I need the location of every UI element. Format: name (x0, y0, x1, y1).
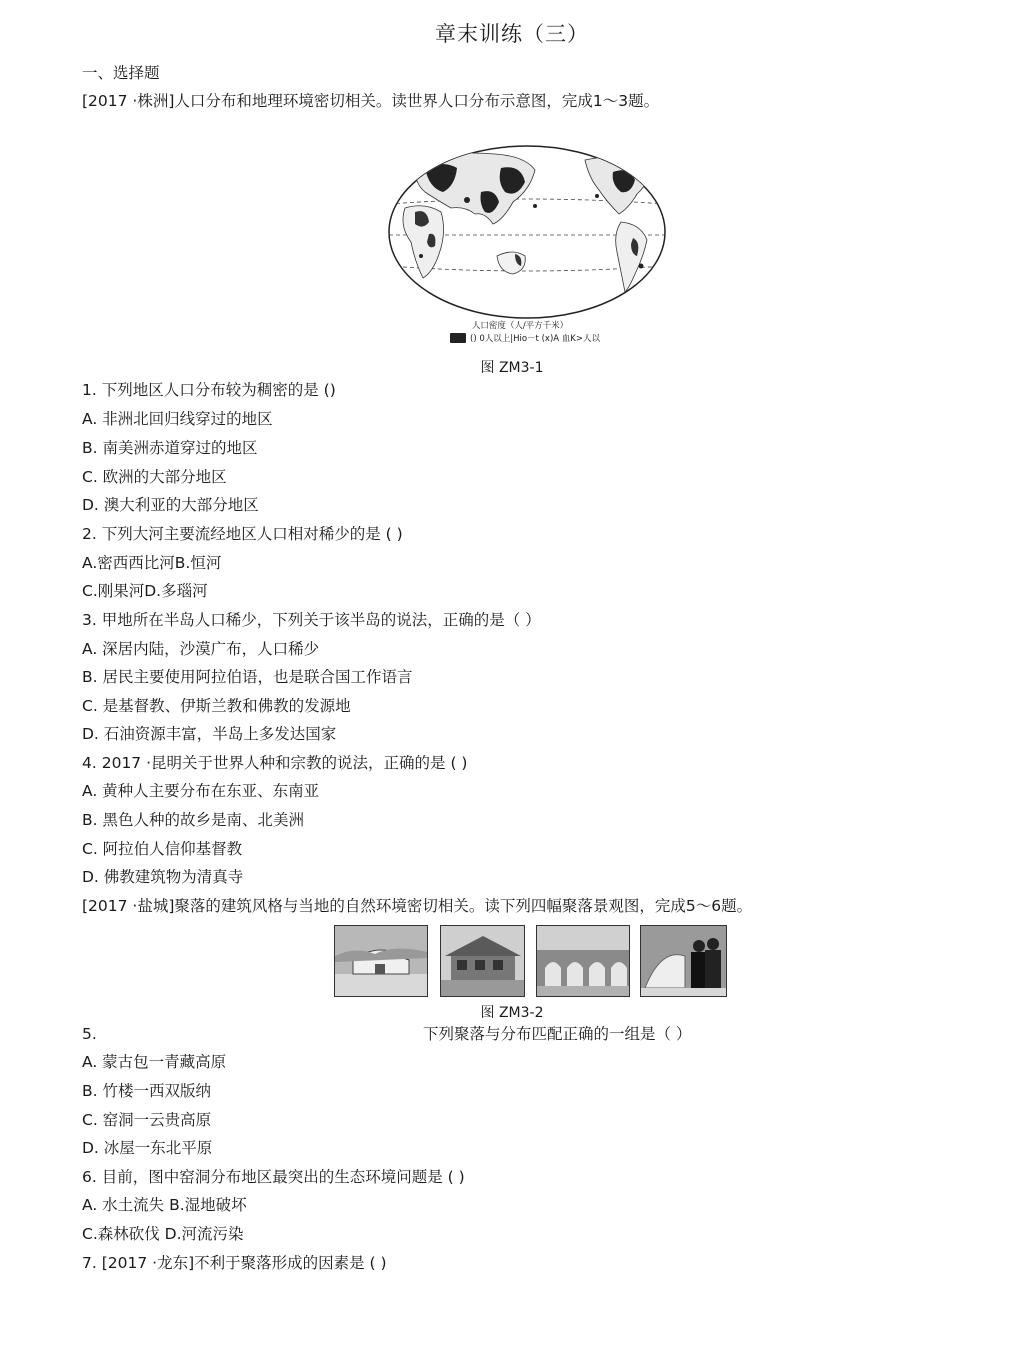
igloo-photo (640, 925, 727, 997)
q4-option-b: B. 黑色人种的故乡是南、北美洲 (82, 811, 304, 829)
photos-caption: 图 ZM3-2 (480, 1005, 544, 1021)
map-caption: 图 ZM3-1 (480, 360, 544, 376)
q2-options-cd: C.刚果河D.多瑙河 (82, 582, 208, 600)
q1-stem: 1. 下列地区人口分布较为稠密的是 () (82, 381, 336, 399)
intro-text-1: [2017 ·株洲]人口分布和地理环境密切相关。读世界人口分布示意图，完成1～3题。 (82, 92, 660, 110)
q6-options-cd: C.森林砍伐 D.河流污染 (82, 1225, 244, 1243)
q3-option-c: C. 是基督教、伊斯兰教和佛教的发源地 (82, 697, 351, 715)
q2-stem: 2. 下列大河主要流经地区人口相对稀少的是 ( ) (82, 525, 403, 543)
map-legend-title: 人口密度（人/平方千米） (471, 321, 569, 331)
map-legend (450, 332, 600, 344)
q3-option-d: D. 石油资源丰富，半岛上多发达国家 (82, 725, 337, 743)
q4-option-d: D. 佛教建筑物为清真寺 (82, 868, 244, 886)
q1-option-c: C. 欧洲的大部分地区 (82, 468, 227, 486)
map-legend-text: () 0人以上|Hio－t (x)A 血K>人以 (470, 334, 600, 344)
intro-text-2: [2017 ·盐城]聚落的建筑风格与当地的自然环境密切相关。读下列四幅聚落景观图，完成5～6题。 (82, 897, 753, 915)
q5-option-a: A. 蒙古包一青藏高原 (82, 1053, 227, 1071)
q4-option-c: C. 阿拉伯人信仰基督教 (82, 840, 243, 858)
q6-stem: 6. 目前，图中窑洞分布地区最突出的生态环境问题是 ( ) (82, 1168, 465, 1186)
q1-option-a: A. 非洲北回归线穿过的地区 (82, 410, 273, 428)
q5-option-c: C. 窑洞一云贵高原 (82, 1111, 212, 1129)
world-map-figure-icon (385, 142, 670, 322)
q4-option-a: A. 黄种人主要分布在东亚、东南亚 (82, 782, 320, 800)
q1-option-b: B. 南美洲赤道穿过的地区 (82, 439, 258, 457)
yurt-photo (334, 925, 428, 997)
q5-option-b: B. 竹楼一西双版纳 (82, 1082, 211, 1100)
q3-option-a: A. 深居内陆，沙漠广布，人口稀少 (82, 640, 320, 658)
q7-stem: 7. [2017 ·龙东]不利于聚落形成的因素是 ( ) (82, 1254, 387, 1272)
q5-number: 5. (82, 1025, 97, 1043)
yurt-photo-icon (335, 926, 427, 996)
q5-option-d: D. 冰屋一东北平原 (82, 1139, 213, 1157)
bamboo-house-photo (440, 925, 525, 997)
q3-option-b: B. 居民主要使用阿拉伯语，也是联合国工作语言 (82, 668, 413, 686)
q6-options-ab: A. 水土流失 B.湿地破坏 (82, 1196, 247, 1214)
q1-option-d: D. 澳大利亚的大部分地区 (82, 496, 259, 514)
bamboo-house-photo-icon (441, 926, 524, 996)
cave-dwelling-photo (536, 925, 630, 997)
section-heading: 一、选择题 (82, 64, 160, 82)
cave-dwelling-photo-icon (537, 926, 629, 996)
q2-options-ab: A.密西西比河B.恒河 (82, 554, 222, 572)
q5-stem: 下列聚落与分布匹配正确的一组是（ ） (423, 1025, 692, 1043)
igloo-photo-icon (641, 926, 726, 996)
legend-swatch-icon (450, 333, 466, 343)
q4-stem: 4. 2017 ·昆明关于世界人种和宗教的说法，正确的是 ( ) (82, 754, 468, 772)
world-population-map (385, 142, 670, 322)
page-title: 章末训练（三） (435, 22, 589, 46)
q3-stem: 3. 甲地所在半岛人口稀少，下列关于该半岛的说法，正确的是（ ） (82, 611, 541, 629)
